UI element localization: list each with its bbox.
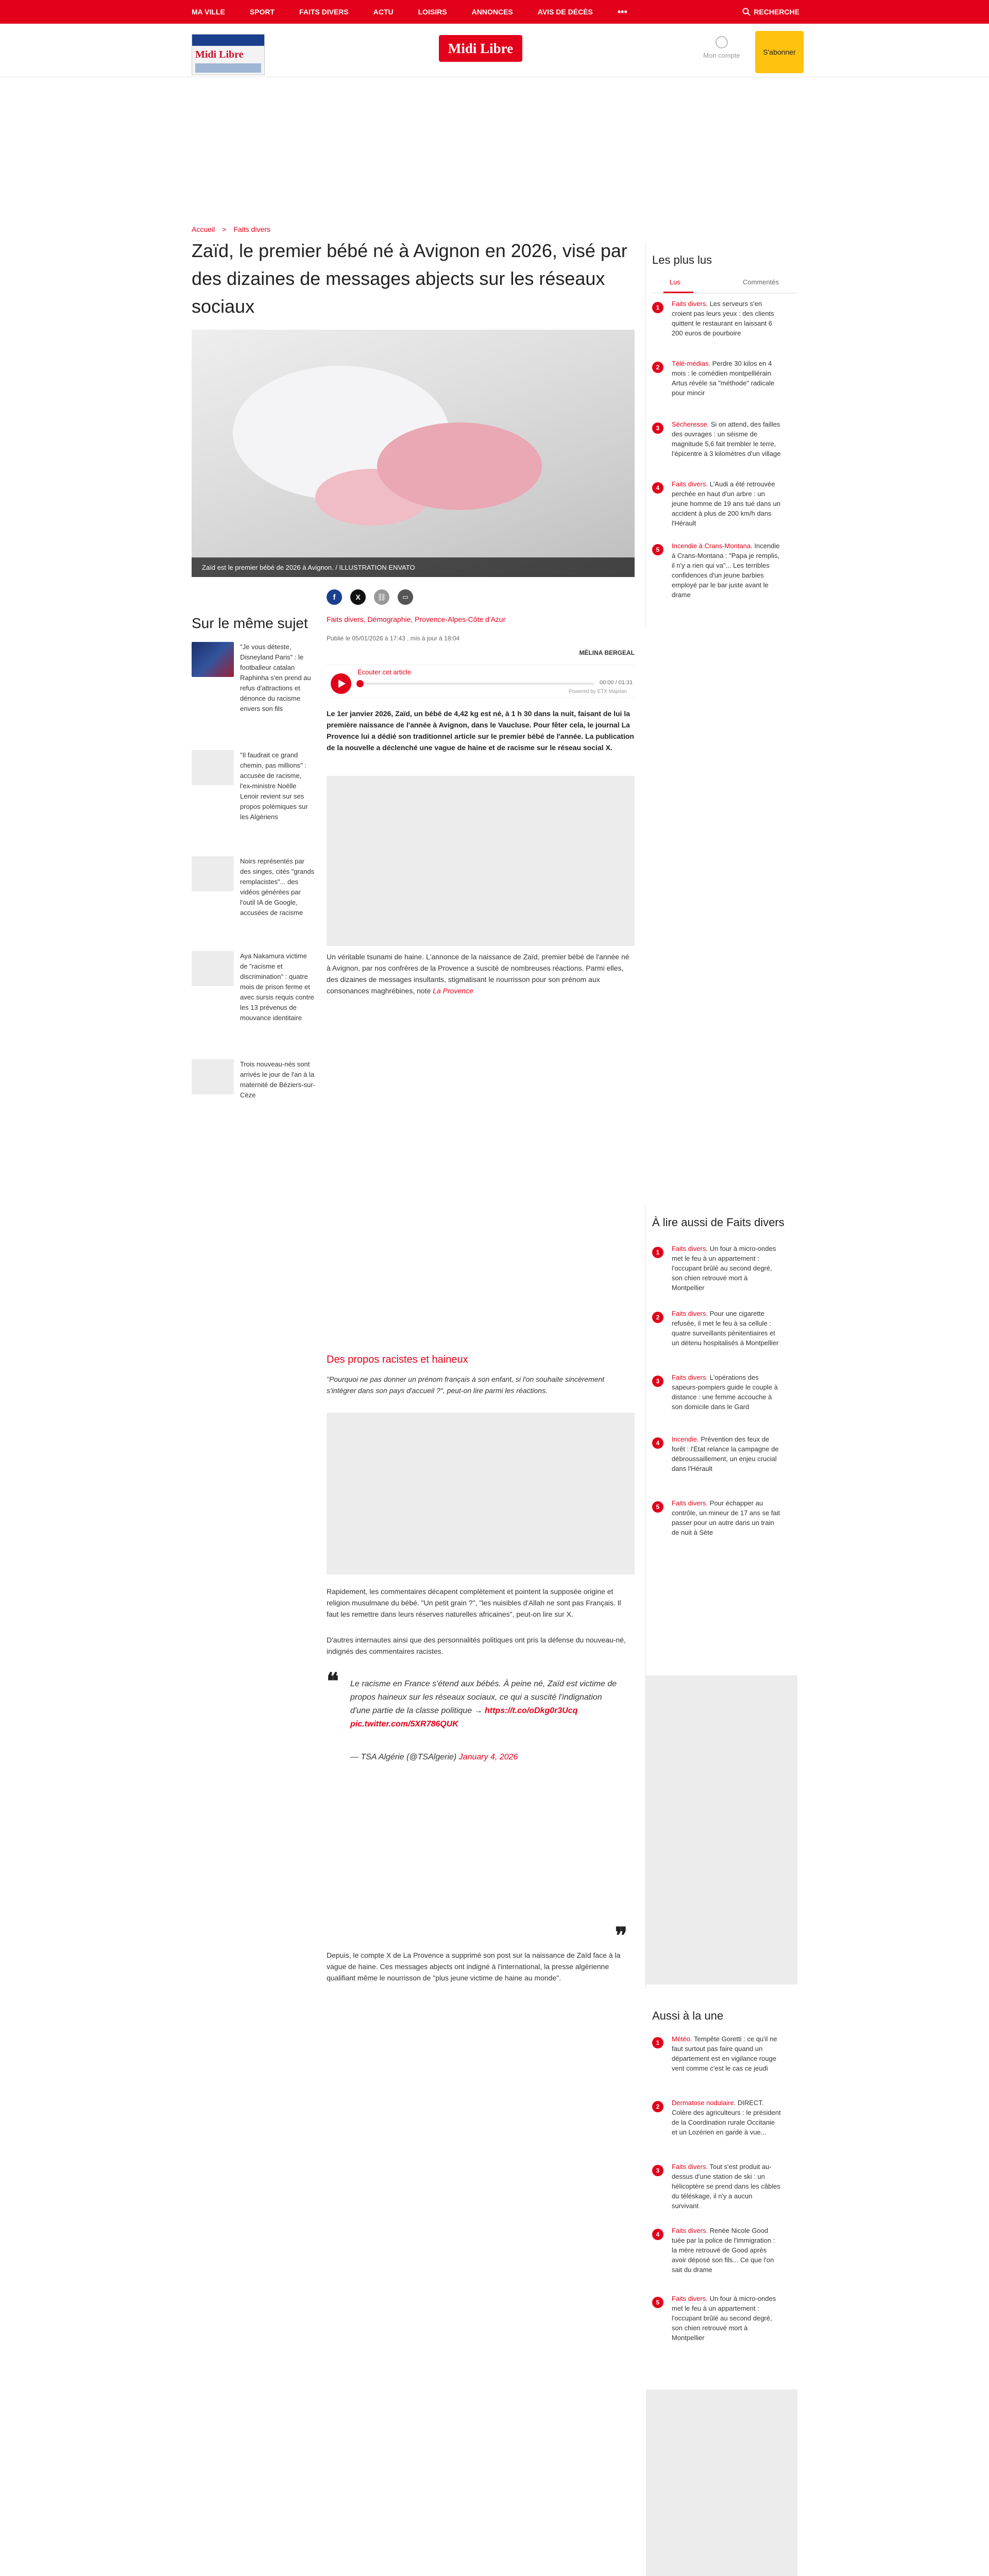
most-read-item[interactable]: 2 Télé-médias. Perdre 30 kilos en 4 mois : le comédien montpelliérain Artus révèle sa "méthode" radicale pour mincir [652, 359, 797, 398]
journal-cover[interactable] [192, 34, 265, 75]
play-icon[interactable] [331, 673, 351, 694]
sidebar-ad-3 [646, 2389, 797, 2576]
nav-item-faits-divers[interactable]: FAITS DIVERS [299, 8, 349, 16]
top-ad [192, 91, 797, 209]
article-paragraph: Un véritable tsunami de haine. L'annonce de la naissance de Zaïd, premier bébé de l'année né à Avignon, par nos confrères de la Provence a suscité de nombreuses réactions. Parmi elles, des dizaines de messages insultants, stigmatisant le nourrisson pour son prénom aux consonances maghrébines, note La Provence [327, 953, 629, 995]
user-icon [715, 36, 728, 48]
also-read-title: À lire aussi de Faits divers [652, 1216, 785, 1229]
most-read-tabs [652, 278, 797, 294]
headline-item[interactable]: 1 Météo. Tempête Goretti : ce qu'il ne faut surtout pas faire quand un département est en vigilance rouge vent comme c'est le cas ce jeudi [652, 2034, 797, 2073]
nav-item-actu[interactable]: ACTU [373, 8, 394, 16]
headline-item[interactable]: 3 Faits divers. Tout s'est produit au-dessus d'une station de ski : un hélicoptère se prend dans les câbles du téléskage, il n'y a aucun survivant [652, 2162, 797, 2211]
bookmark-icon[interactable]: ▭ [398, 589, 413, 605]
headlines-title: Aussi à la une [652, 2009, 724, 2022]
tweet-author: — TSA Algérie (@TSAlgerie) January 4, 2026 [350, 1753, 518, 1761]
quote-open-icon: ❝ [327, 1669, 339, 1694]
related-item[interactable]: Noirs représentés par des singes, cités "grands remplacistes"... des vidéos générées par l'outil IA de Google, accusées de racisme [192, 856, 315, 918]
quote-close-icon: ❞ [615, 1923, 627, 1948]
related-item[interactable]: Trois nouveau-nés sont arrivés le jour de l'an à la maternité de Béziers-sur-Cèze [192, 1059, 315, 1100]
author-name: MÉLINA BERGEAL [579, 649, 635, 656]
link-share-icon[interactable]: ⛓ [374, 589, 389, 605]
related-thumbnail [192, 750, 234, 785]
search-button[interactable] [742, 0, 799, 24]
most-read-item[interactable]: 1 Faits divers. Les serveurs s'en croient pas leurs yeux : des clients quittent le restaurant en laissant 6 200 euros de pourboire [652, 299, 797, 338]
related-title: Sur le même sujet [192, 615, 308, 631]
nav-item-sport[interactable]: SPORT [249, 8, 275, 16]
breadcrumb-home[interactable]: Accueil [192, 225, 215, 233]
related-item[interactable]: "Il faudrait ce grand chemin, pas millions" : accusée de racisme, l'ex-ministre Noëlle Lenoir revient sur ses propos polémiques sur les Algériens [192, 750, 315, 822]
tweet-quote: Le racisme en France s'étend aux bébés. À peine né, Zaïd est victime de propos haineux sur les réseaux sociaux, ce qui a suscité l'indignation d'une partie de la classe politique → https://t.co/oDkg0r3Ucq pic.twitter.com/5XR786QUK [350, 1680, 617, 1728]
audio-time: 00:00 / 01:31 [600, 680, 633, 686]
nav-item-avis-de-deces[interactable]: AVIS DE DÉCÈS [537, 8, 593, 16]
related-item[interactable]: "Je vous déteste, Disneyland Paris" : le footballeur catalan Raphinha s'en prend au refus d'attractions et dénonce du racisme envers son fils [192, 642, 315, 714]
facebook-share-icon[interactable]: f [327, 589, 342, 605]
breadcrumb: Accueil > Faits divers [192, 225, 270, 233]
article-paragraph: D'autres internautes ainsi que des personnalités politiques ont pris la défense du nouveau-né, indignés des commentaires racistes. [327, 1636, 626, 1655]
also-read-item[interactable]: 2 Faits divers. Pour une cigarette refusée, il met le feu à sa cellule : quatre surveillants pénitentiaires et un détenu hospitalisés à Montpellier [652, 1309, 797, 1348]
also-read-item[interactable]: 5 Faits divers. Pour échapper au contrôle, un mineur de 17 ans se fait passer pour un autre dans un train de nuit à Sète [652, 1498, 797, 1537]
more-menu-button[interactable]: ••• [617, 6, 627, 17]
nav-item-ma-ville[interactable]: MA VILLE [192, 8, 225, 16]
related-thumbnail [192, 642, 234, 677]
top-nav [0, 0, 989, 24]
related-thumbnail [192, 856, 234, 891]
headline-item[interactable]: 5 Faits divers. Un four à micro-ondes met le feu à un appartement : l'occupant brûlé au second degré, son chien retrouvé mort à Montpellier [652, 2294, 797, 2343]
site-header [0, 24, 989, 77]
account-button[interactable] [693, 36, 750, 59]
tab-lus[interactable]: Lus [670, 278, 680, 286]
breadcrumb-section[interactable]: Faits divers [233, 225, 270, 233]
headline-item[interactable]: 4 Faits divers. Renée Nicole Good tuée par la police de l'immigration : la mère retrouvé de Good après avoir déposé son fils... Ce que l'on sait du drame [652, 2226, 797, 2275]
la-provence-link[interactable]: La Provence [433, 987, 473, 995]
inline-ad-2 [327, 1413, 635, 1574]
section-heading: Des propos racistes et haineux [327, 1354, 468, 1365]
journal-title: Midi Libre [195, 49, 244, 60]
related-thumbnail [192, 1059, 234, 1094]
related-item[interactable]: Aya Nakamura victime de "racisme et discrimination" : quatre mois de prison ferme et avec sursis requis contre les 13 prévenus de mouvance identitaire [192, 951, 315, 1023]
audio-label: Écouter cet article [357, 668, 412, 676]
audio-progress-bar[interactable] [357, 683, 594, 685]
hero-image [192, 330, 635, 577]
site-logo[interactable]: Midi Libre [439, 35, 522, 62]
article-paragraph: Depuis, le compte X de La Provence a supprimé son post sur la naissance de Zaïd face à la vague de haine. Ces messages abjects ont indigné à l'international, la presse algérienne qualifiant même le nourrisson de "plus jeune victime de haine au monde". [327, 1951, 621, 1982]
also-read-item[interactable]: 3 Faits divers. L'opérations des sapeurs-pompiers guide le couple à distance : une femme accouche à son domicile dans le Gard [652, 1372, 797, 1412]
sidebar-ad-2 [646, 1675, 797, 1985]
x-share-icon[interactable]: X [350, 589, 366, 605]
article-paragraph: Rapidement, les commentaires décapent complètement et pointent la supposée origine et religion musulmane du bébé. "Un petit grain ?", "les nuisibles d'Allah ne sont pas Français. Il faut les remettre dans leurs réserves naturelles africaines", peut-on lire sur X. [327, 1587, 621, 1618]
most-read-item[interactable]: 5 Incendie à Crans-Montana. Incendie à Crans-Montana : "Papa je remplis, il n'y a rien qui va"... Les terribles confidences d'un jeune barbies employé par le bar juste avant le drame [652, 541, 797, 600]
sidebar-ad-1 [645, 628, 797, 1014]
hero-caption: Zaïd est le premier bébé de 2026 à Avignon. / ILLUSTRATION ENVATO [192, 557, 635, 577]
nav-item-annonces[interactable]: ANNONCES [471, 8, 513, 16]
tweet-link[interactable]: https://t.co/oDkg0r3Ucq pic.twitter.com/5XR786QUK [350, 1706, 578, 1728]
audio-player [327, 665, 635, 698]
most-read-item[interactable]: 3 Sécheresse. Si on attend, des failles des ouvrages : un séisme de magnitude 5,6 fait trembler le terre, l'épicentre à 3 kilomètres d'un village [652, 419, 797, 459]
article-categories[interactable]: Faits divers, Démographie, Provence-Alpes-Côte d'Azur [327, 615, 506, 623]
search-icon [742, 8, 751, 16]
tweet-date[interactable]: January 4, 2026 [458, 1753, 518, 1761]
nav-item-loisirs[interactable]: LOISIRS [418, 8, 447, 16]
article-title: Zaïd, le premier bébé né à Avignon en 2026, visé par des dizaines de messages abjects sur les réseaux sociaux [192, 240, 627, 317]
share-bar [327, 589, 413, 605]
related-thumbnail [192, 951, 234, 986]
headline-item[interactable]: 2 Dermatose nodulaire. DIRECT. Colère des agriculteurs : le président de la Coordination rurale Occitanie et un Lozérien en garde à vue... [652, 2098, 797, 2137]
audio-powered-by: Powered by ETX Majelan [569, 689, 627, 694]
most-read-item[interactable]: 4 Faits divers. L'Audi a été retrouvée perchée en haut d'un arbre : un jeune homme de 19 ans tué dans un accident à plus de 200 km/h dans l'Hérault [652, 479, 797, 528]
audio-progress-knob[interactable] [356, 680, 364, 687]
search-label: RECHERCHE [754, 8, 799, 16]
tab-commentes[interactable]: Commentés [743, 278, 779, 286]
account-label: Mon compte [703, 52, 740, 59]
article-lead: Le 1er janvier 2026, Zaïd, un bébé de 4,42 kg est né, à 1 h 30 dans la nuit, faisant de lui la première naissance de l'année à Avignon, dans le Vaucluse. Pour fêter cela, le journal La Provence lui a dédié son traditionnel article sur le premier bébé de l'année. La publication de la nouvelle a déclenché une vague de haine et de racisme sur le réseau social X. [327, 709, 634, 752]
article-paragraph: "Pourquoi ne pas donner un prénom français à son enfant, si l'on souhaite sincèrement s'intégrer dans son pays d'accueil ?", peut-on lire parmi les réactions. [327, 1375, 605, 1395]
also-read-item[interactable]: 1 Faits divers. Un four à micro-ondes met le feu à un appartement : l'occupant brûlé au second degré, son chien retrouvé mort à Montpellier [652, 1244, 797, 1293]
most-read-title: Les plus lus [652, 253, 712, 266]
subscribe-button[interactable]: S'abonner [755, 31, 804, 73]
inline-ad-1 [327, 776, 635, 946]
also-read-item[interactable]: 4 Incendie. Prévention des feux de forêt : l'État relance la campagne de débroussaillement, un enjeu crucial dans l'Hérault [652, 1434, 797, 1473]
publish-date: Publié le 05/01/2026 à 17:43 , mis à jour à 18:04 [327, 635, 460, 642]
